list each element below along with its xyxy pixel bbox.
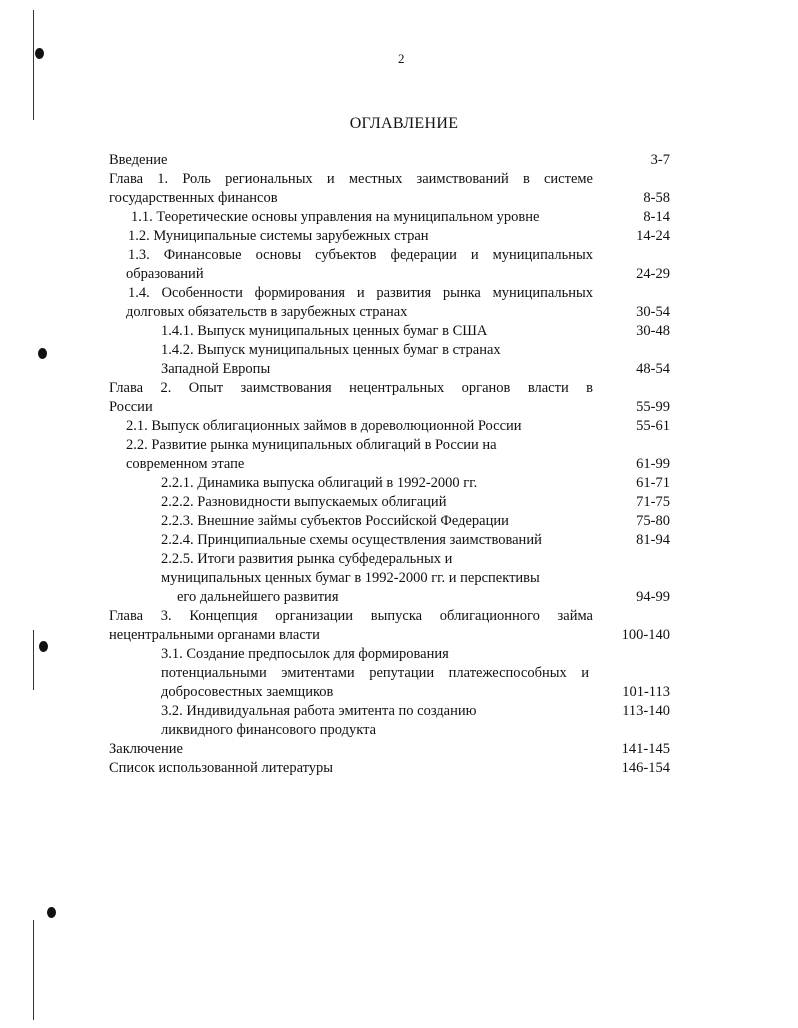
scan-margin-line [33, 10, 34, 120]
toc-entry-2-2-5-cont2: его дальнейшего развития [177, 589, 339, 605]
punch-hole-mark [47, 907, 56, 918]
toc-entry-2-2-2: 2.2.2. Разновидности выпускаемых облигаций [161, 494, 447, 510]
toc-entry-bibliography: Список использованной литературы [109, 760, 334, 776]
toc-page-1-4: 30-54 [636, 304, 670, 320]
toc-entry-1-4: 1.4. Особенности формирования и развития рынка муниципальных [128, 285, 593, 301]
toc-entry-3-2-cont: ликвидного финансового продукта [161, 722, 377, 738]
toc-entry-2-2-3: 2.2.3. Внешние займы субъектов Российской Федерации [161, 513, 509, 529]
toc-entry-2-2-cont: современном этапе [126, 456, 245, 472]
toc-page-2-2-1: 61-71 [636, 475, 670, 491]
scan-margin-line [33, 920, 34, 1020]
toc-page-2-2-2: 71-75 [636, 494, 670, 510]
toc-page-1-3: 24-29 [636, 266, 670, 282]
toc-entry-chapter-2-cont: России [109, 399, 153, 415]
toc-page-3-1: 101-113 [622, 684, 670, 700]
toc-entry-1-4-1: 1.4.1. Выпуск муниципальных ценных бумаг в США [161, 323, 488, 339]
toc-entry-3-2: 3.2. Индивидуальная работа эмитента по созданию [161, 703, 477, 719]
toc-page-1-1: 8-14 [643, 209, 670, 225]
toc-page-1-4-2: 48-54 [636, 361, 670, 377]
toc-entry-1-4-2: 1.4.2. Выпуск муниципальных ценных бумаг в странах [161, 342, 501, 358]
toc-entry-3-1-cont: потенциальными эмитентами репутации платежеспособных и [161, 665, 589, 681]
toc-entry-1-4-cont: долговых обязательств в зарубежных странах [126, 304, 408, 320]
toc-entry-2-2-5: 2.2.5. Итоги развития рынка субфедеральных и [161, 551, 453, 567]
toc-page-2-1: 55-61 [636, 418, 670, 434]
toc-page-1-4-1: 30-48 [636, 323, 670, 339]
toc-entry-intro: Введение [109, 152, 168, 168]
toc-page-2-2: 61-99 [636, 456, 670, 472]
toc-page-2-2-3: 75-80 [636, 513, 670, 529]
toc-entry-2-2-1: 2.2.1. Динамика выпуска облигаций в 1992-2000 гг. [161, 475, 478, 491]
toc-page-3-2: 113-140 [622, 703, 670, 719]
toc-page-chapter-2: 55-99 [636, 399, 670, 415]
toc-page-bibliography: 146-154 [621, 760, 670, 776]
toc-entry-1-1: 1.1. Теоретические основы управления на муниципальном уровне [131, 209, 540, 225]
toc-entry-1-2: 1.2. Муниципальные системы зарубежных стран [128, 228, 429, 244]
toc-page-1-2: 14-24 [636, 228, 670, 244]
toc-title: ОГЛАВЛЕНИЕ [349, 115, 459, 132]
toc-page-chapter-3: 100-140 [621, 627, 670, 643]
toc-entry-2-2-5-cont: муниципальных ценных бумаг в 1992-2000 гг. и перспективы [161, 570, 540, 586]
toc-page-intro: 3-7 [650, 152, 670, 168]
toc-entry-3-1: 3.1. Создание предпосылок для формирования [161, 646, 449, 662]
toc-page-2-2-4: 81-94 [636, 532, 670, 548]
toc-entry-chapter-3-cont: нецентральными органами власти [109, 627, 320, 643]
toc-page-conclusion: 141-145 [621, 741, 670, 757]
scan-margin-line [33, 630, 34, 690]
toc-page-chapter-1: 8-58 [643, 190, 670, 206]
toc-entry-1-3: 1.3. Финансовые основы субъектов федерации и муниципальных [128, 247, 593, 263]
toc-entry-3-1-cont2: добросовестных заемщиков [161, 684, 334, 700]
toc-entry-1-3-cont: образований [126, 266, 204, 282]
toc-entry-2-1: 2.1. Выпуск облигационных займов в дореволюционной России [126, 418, 522, 434]
toc-entry-2-2: 2.2. Развитие рынка муниципальных облигаций в России на [126, 437, 497, 453]
punch-hole-mark [35, 48, 44, 59]
punch-hole-mark [39, 641, 48, 652]
page-number: 2 [398, 51, 405, 66]
toc-entry-chapter-3: Глава 3. Концепция организации выпуска облигационного займа [109, 608, 593, 624]
toc-entry-1-4-2-cont: Западной Европы [161, 361, 271, 377]
toc-entry-2-2-4: 2.2.4. Принципиальные схемы осуществления заимствований [161, 532, 542, 548]
toc-entry-chapter-1-cont: государственных финансов [109, 190, 278, 206]
toc-entry-chapter-1: Глава 1. Роль региональных и местных заимствований в системе [109, 171, 593, 187]
toc-entry-chapter-2: Глава 2. Опыт заимствования нецентральных органов власти в [109, 380, 593, 396]
punch-hole-mark [38, 348, 47, 359]
toc-page-2-2-5: 94-99 [636, 589, 670, 605]
toc-entry-conclusion: Заключение [109, 741, 183, 757]
